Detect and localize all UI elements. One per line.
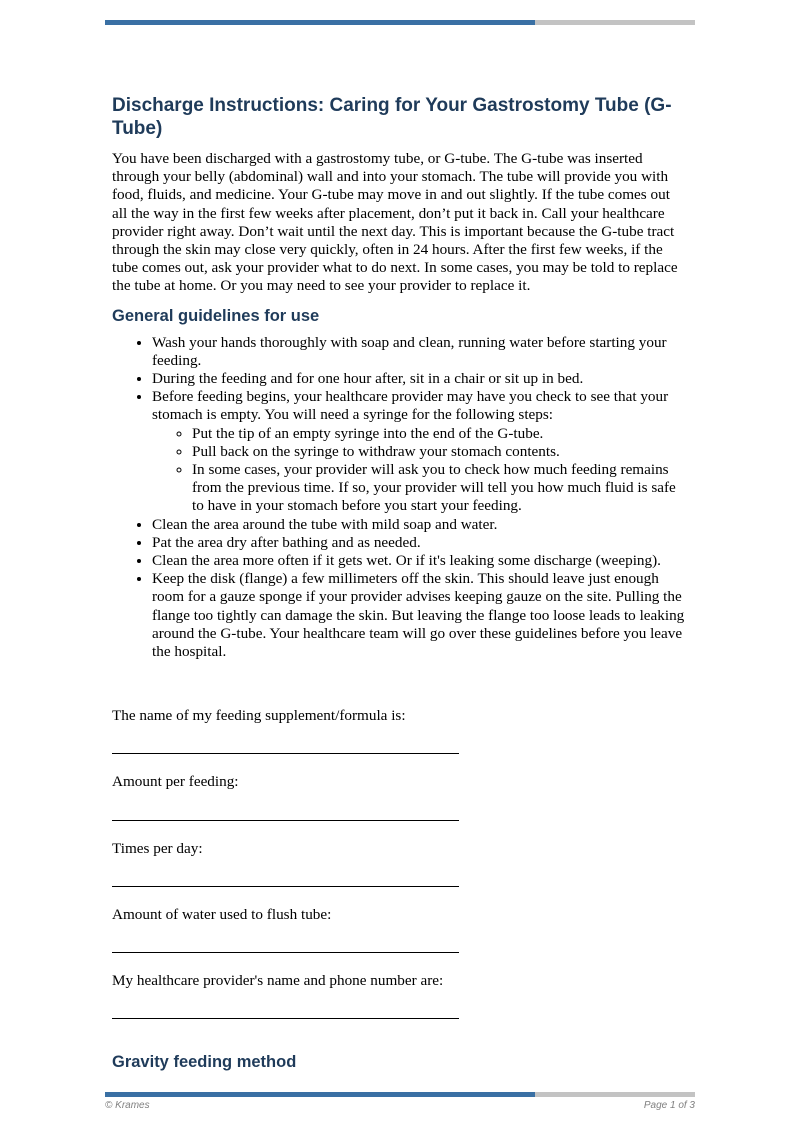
footer-rule-accent [105, 1092, 535, 1097]
form-label-flush-water-amount: Amount of water used to flush tube: [112, 905, 332, 923]
header-rule [105, 20, 695, 25]
footer-page-number: Page 1 of 3 [643, 1100, 695, 1111]
sub-list-item: ◦ Put the tip of an empty syringe into the end of the G-tube. [192, 425, 686, 443]
guidelines-list [112, 334, 686, 662]
form-label-provider-contact: My healthcare provider's name and phone number are: [112, 972, 444, 990]
list-item: • Pat the area dry after bathing and as needed. [152, 534, 686, 552]
blank-line-provider-contact [112, 1017, 459, 1019]
list-item: • Clean the area around the tube with mild soap and water. [152, 516, 686, 534]
list-item: • Clean the area more often if it gets wet. Or if it's leaking some discharge (weeping). [152, 552, 686, 570]
header-rule-muted [535, 20, 695, 25]
list-item-text: Before feeding begins, your healthcare provider may have you check to see that your stomach is empty. You will need a syringe for the following steps: [152, 388, 669, 424]
sub-list-item: ◦ In some cases, your provider will ask you to check how much feeding remains from the previous time. If so, your provider will tell you how much fluid is safe to have in your stomach before you start your feeding. [192, 461, 686, 516]
list-item: • Wash your hands thoroughly with soap and clean, running water before starting your feeding. [152, 334, 686, 370]
form-label-amount-per-feeding: Amount per feeding: [112, 773, 239, 791]
footer-rule [105, 1092, 695, 1097]
list-item: • During the feeding and for one hour after, sit in a chair or sit up in bed. [152, 370, 686, 388]
form-label-times-per-day: Times per day: [112, 839, 203, 857]
list-item: • Keep the disk (flange) a few millimeters off the skin. This should leave just enough room for a gauze sponge if your provider advises keeping gauze on the site. Pulling the flange too tightly can damage the skin. But leaving the flange too loose leads to leaking around the G-tube. Your healthcare team will go over these guidelines before you leave the hospital. [152, 570, 686, 661]
syringe-steps-list [152, 425, 686, 516]
sub-list-item: ◦ Pull back on the syringe to withdraw your stomach contents. [192, 443, 686, 461]
section-heading-gravity-feeding: Gravity feeding method [112, 1053, 297, 1072]
blank-line-flush-water-amount [112, 951, 459, 953]
list-item-with-steps [152, 388, 686, 515]
header-rule-accent [105, 20, 535, 25]
intro-paragraph: You have been discharged with a gastrostomy tube, or G-tube. The G-tube was inserted through your belly (abdominal) wall and into your stomach. The tube will provide you with food, fluids, and medicine. Your G-tube may move in and out slightly. If the tube comes out all the way in the first few weeks after placement, don’t put it back in. Call your healthcare provider right away. Don’t wait until the next day. This is important because the G-tube tract through the skin may close very quickly, often in 24 hours. After the first few weeks, if the tube comes out, ask your provider what to do next. In some cases, you may be told to replace the tube at home. Or you may need to see your provider to replace it. [112, 150, 678, 295]
document-body [112, 94, 686, 1080]
footer-rule-muted [535, 1092, 695, 1097]
blank-line-times-per-day [112, 885, 459, 887]
blank-line-amount-per-feeding [112, 819, 459, 821]
section-heading-general-guidelines: General guidelines for use [112, 306, 320, 325]
page-title: Discharge Instructions: Caring for Your Gastrostomy Tube (G-Tube) [112, 95, 672, 139]
footer-copyright: © Krames [105, 1100, 150, 1111]
blank-line-formula-name [112, 752, 459, 754]
fill-in-form [112, 707, 686, 1019]
form-label-formula-name: The name of my feeding supplement/formula is: [112, 707, 406, 725]
